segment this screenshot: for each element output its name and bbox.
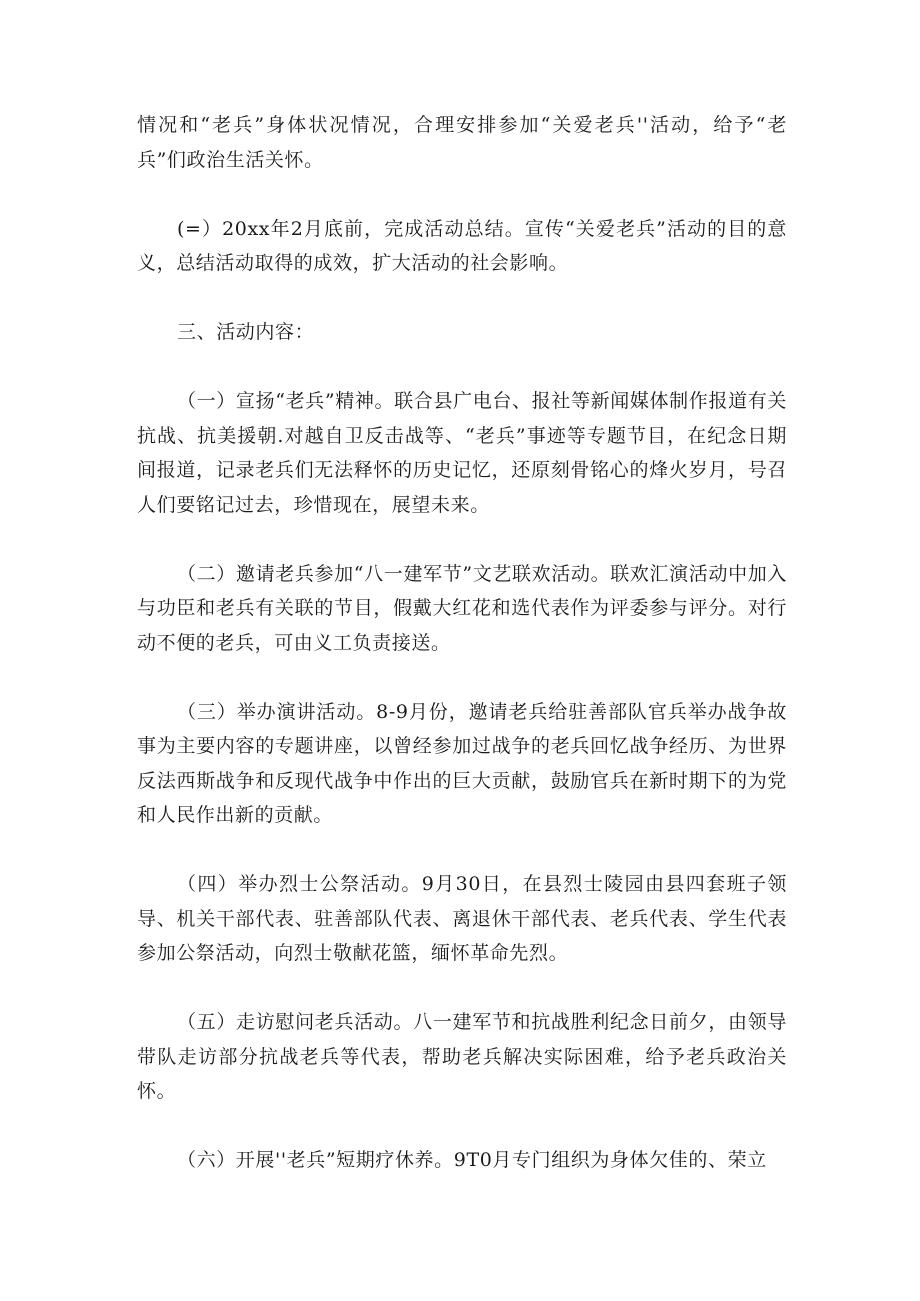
paragraph-item-1: （一）宣扬“老兵”精神。联合县广电台、报社等新闻媒体制作报道有关抗战、抗美援朝.对越自卫反击战等、“老兵”事迹等专题节目，在纪念日期间报道，记录老兵们无法释怀的历史记忆，还原刻骨铭心的烽火岁月，号召人们要铭记过去，珍惜现在，展望未来。 <box>137 390 787 516</box>
paragraph-item-5: （五）走访慰问老兵活动。八一建军节和抗战胜利纪念日前夕，由领导带队走访部分抗战老兵等代表，帮助老兵解决实际困难，给予老兵政治关怀。 <box>137 1011 787 1102</box>
document-body <box>137 108 787 1178</box>
section-heading-activity-content: 三、活动内容： <box>177 321 315 343</box>
paragraph-continuation: 情况和“老兵”身体状况情况，合理安排参加“关爱老兵''活动，给予“老兵”们政治生活关怀。 <box>137 114 787 171</box>
paragraph-item-2: （二）邀请老兵参加“八一建军节”文艺联欢活动。联欢汇演活动中加入与功臣和老兵有关联的节目，假戴大红花和选代表作为评委参与评分。对行动不便的老兵，可由义工负责接送。 <box>137 562 787 654</box>
paragraph-item-3: （三）举办演讲活动。8-9月份，邀请老兵给驻善部队官兵举办战争故事为主要内容的专题讲座，以曾经参加过战争的老兵回忆战争经历、为世界反法西斯战争和反现代战争中作出的巨大贡献，鼓励官兵在新时期下的为党和人民作出新的贡献。 <box>137 700 787 826</box>
paragraph-item-6: （六）开展''老兵”短期疗休养。9T0月专门组织为身体欠佳的、荣立 <box>177 1149 767 1171</box>
paragraph-item-4: （四）举办烈士公祭活动。9月30日，在县烈士陵园由县四套班子领导、机关干部代表、驻善部队代表、离退休干部代表、老兵代表、学生代表参加公祭活动，向烈士敬献花篮，缅怀革命先烈。 <box>137 873 787 964</box>
paragraph-summary-phase: (=）20xx年2月底前，完成活动总结。宣传“关爱老兵”活动的目的意义，总结活动取得的成效，扩大活动的社会影响。 <box>137 217 787 274</box>
